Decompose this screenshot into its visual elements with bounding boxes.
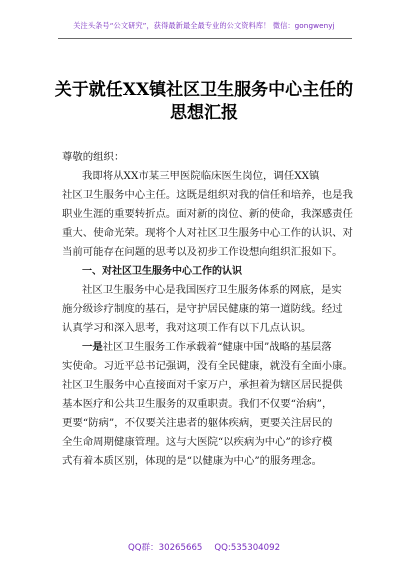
paragraph-1-line: 我即将从XX市某三甲医院临床医生岗位，调任XX镇 xyxy=(82,170,320,182)
title-line-1: 关于就任XX镇社区卫生服务中心主任的 xyxy=(54,80,354,100)
paragraph-2-line: 认真学习和深入思考，我对这项工作有以下几点认识。 xyxy=(62,322,312,334)
header-divider xyxy=(58,38,352,39)
paragraph-2-line: 社区卫生服务中心是我国医疗卫生服务体系的网底，是实 xyxy=(82,284,342,296)
footer-qq: QQ:535304092 xyxy=(214,543,281,553)
footer-qq-group: QQ群：30265665 xyxy=(127,543,203,553)
title-line-2: 思想汇报 xyxy=(170,103,238,123)
paragraph-3-line: 社区卫生服务工作承载着“健康中国”战略的基层落 xyxy=(102,341,332,353)
paragraph-3-lead: 一是 xyxy=(82,341,103,353)
paragraph-1-line: 当前可能存在问题的思考以及初步工作设想向组织汇报如下。 xyxy=(62,246,343,258)
paragraph-1-line: 社区卫生服务中心主任。这既是组织对我的信任和培养，也是我 xyxy=(62,189,353,201)
paragraph-3-line: 实使命。习近平总书记强调，没有全民健康，就没有全面小康。 xyxy=(62,360,353,372)
paragraph-3-first-line xyxy=(0,338,408,357)
paragraph-3-line: 更要“防病”，不仅要关注患者的躯体疾病，更要关注居民的 xyxy=(62,417,333,429)
paragraph-3-line: 全生命周期健康管理。这与大医院“以疾病为中心”的诊疗模 xyxy=(62,436,333,448)
paragraph-3-line: 社区卫生服务中心直接面对千家万户，承担着为辖区居民提供 xyxy=(62,379,343,391)
footer-contact xyxy=(0,541,408,553)
document-body xyxy=(0,148,408,471)
document-title xyxy=(40,79,368,125)
paragraph-2-line: 施分级诊疗制度的基石，是守护居民健康的第一道防线。经过 xyxy=(62,303,343,315)
section-heading-1: 一、对社区卫生服务中心工作的认识 xyxy=(82,266,242,277)
salutation: 尊敬的组织： xyxy=(62,151,125,163)
header-banner: 关注头条号“公文研究”，获得最新最全最专业的公文资料库！ 微信：gongwenyj xyxy=(73,21,335,30)
paragraph-3-line: 基本医疗和公共卫生服务的双重职责。我们不仅要“治病”， xyxy=(62,398,333,410)
paragraph-1-line: 职业生涯的重要转折点。面对新的岗位、新的使命，我深感责任 xyxy=(62,208,353,220)
paragraph-1-line: 重大、使命光荣。现将个人对社区卫生服务中心工作的认识、对 xyxy=(62,227,353,239)
paragraph-3-line: 式有着本质区别，体现的是“以健康为中心”的服务理念。 xyxy=(62,455,322,467)
